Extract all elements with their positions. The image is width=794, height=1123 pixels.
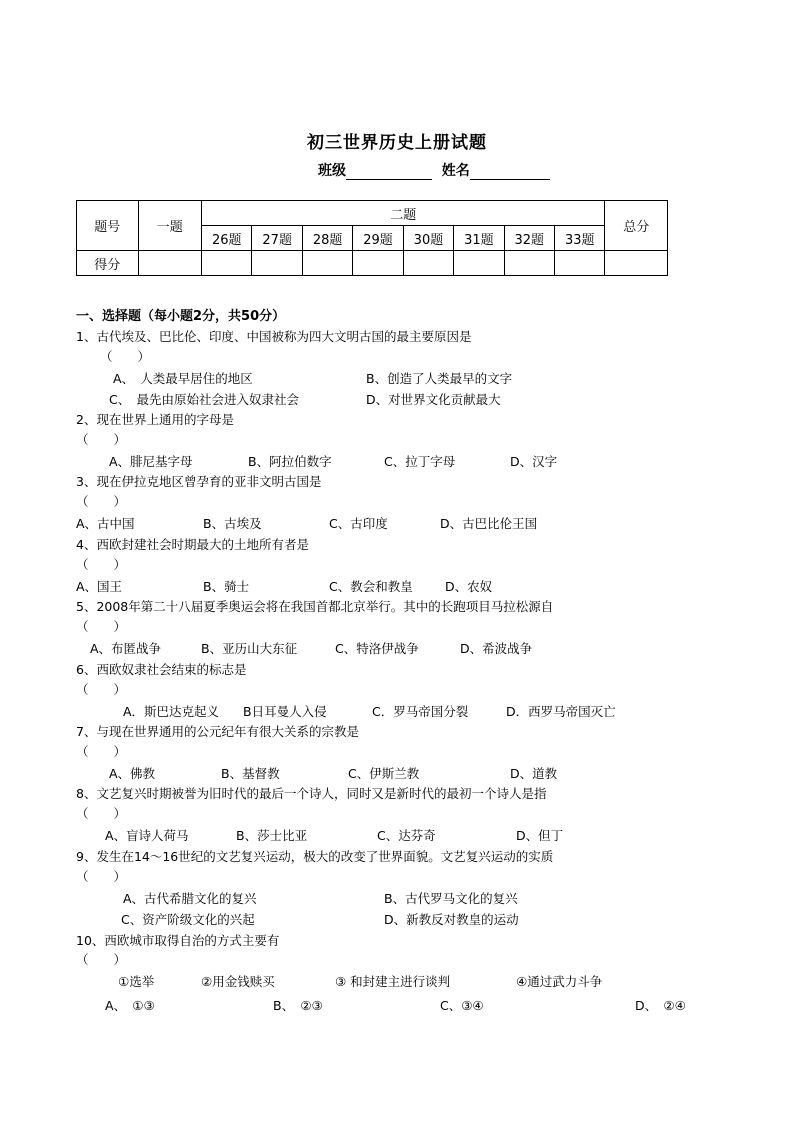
answer-paren[interactable]: （ ） xyxy=(76,869,127,884)
option-b: B、创造了人类最早的文字 xyxy=(366,371,513,386)
question-stem: 2、现在世界上通用的字母是 xyxy=(76,412,234,427)
question-stem: 3、现在伊拉克地区曾孕育的亚非文明古国是 xyxy=(76,474,322,489)
option-a: A、 ①③ xyxy=(105,998,155,1013)
option-c: C、 最先由原始社会进入奴隶社会 xyxy=(109,392,299,407)
option-b: B、基督教 xyxy=(221,766,280,781)
option-d: D．西罗马帝国灭亡 xyxy=(506,704,616,719)
option-c: C、达芬奇 xyxy=(377,828,436,843)
question-stem: 4、西欧封建社会时期最大的土地所有者是 xyxy=(76,537,309,552)
question-stem: 1、古代埃及、巴比伦、印度、中国被称为四大文明古国的最主要原因是 xyxy=(76,329,472,344)
option-d: D、新教反对教皇的运动 xyxy=(384,912,519,927)
option-b: B、阿拉伯数字 xyxy=(248,454,332,469)
answer-paren[interactable]: （ ） xyxy=(76,682,127,697)
answer-paren[interactable]: （ ） xyxy=(76,557,127,572)
name-blank[interactable] xyxy=(470,164,550,180)
answer-paren[interactable]: （ ） xyxy=(76,744,127,759)
answer-paren[interactable]: （ ） xyxy=(76,432,127,447)
option-a: A、盲诗人荷马 xyxy=(105,828,189,843)
option-a: A、布匿战争 xyxy=(90,641,162,656)
option-d: D、道教 xyxy=(510,766,558,781)
answer-paren[interactable]: （ ） xyxy=(100,349,151,364)
question-header-cell: 31题 xyxy=(454,226,504,251)
option-d: D、 ②④ xyxy=(635,998,686,1013)
question-header-cell: 33题 xyxy=(555,226,605,251)
option-b: B、 ②③ xyxy=(273,998,323,1013)
option-a: A、 人类最早居住的地区 xyxy=(113,371,253,386)
option-b: B、骑士 xyxy=(203,579,250,594)
question-stem: 6、西欧奴隶社会结束的标志是 xyxy=(76,662,247,677)
option-a: A、古代希腊文化的复兴 xyxy=(123,891,257,906)
score-row-label: 得分 xyxy=(77,251,139,276)
option-c: C、拉丁字母 xyxy=(384,454,456,469)
score-cell[interactable] xyxy=(353,251,403,276)
option-a: A、佛教 xyxy=(109,766,156,781)
option-a: A．斯巴达克起义 xyxy=(123,704,220,719)
section-title: 一、选择题（每小题2分，共50分） xyxy=(76,309,286,324)
option-b: B日耳曼人入侵 xyxy=(243,704,327,719)
score-cell[interactable] xyxy=(403,251,453,276)
question-stem: 5、2008年第二十八届夏季奥运会将在我国首都北京举行。其中的长跑项目马拉松源自 xyxy=(76,599,554,614)
option-b: B、莎士比亚 xyxy=(236,828,308,843)
student-info xyxy=(318,160,550,180)
option-a: A、腓尼基字母 xyxy=(109,454,193,469)
option-d: D、农奴 xyxy=(445,579,493,594)
option-b: B、古代罗马文化的复兴 xyxy=(384,891,518,906)
score-cell[interactable] xyxy=(454,251,504,276)
question-header-cell: 29题 xyxy=(353,226,403,251)
score-table xyxy=(76,200,668,276)
question-header-cell: 26题 xyxy=(202,226,252,251)
class-label: 班级 xyxy=(318,163,346,179)
statement-item: ②用金钱赎买 xyxy=(201,974,275,989)
question-header-cell: 28题 xyxy=(302,226,352,251)
score-cell[interactable] xyxy=(555,251,605,276)
score-cell[interactable] xyxy=(138,251,202,276)
option-c: C、③④ xyxy=(440,998,484,1013)
question-header-cell: 32题 xyxy=(504,226,554,251)
option-c: C．罗马帝国分裂 xyxy=(372,704,469,719)
option-a: A、国王 xyxy=(76,579,123,594)
answer-paren[interactable]: （ ） xyxy=(76,806,127,821)
option-b: B、亚历山大东征 xyxy=(201,641,298,656)
option-c: C、教会和教皇 xyxy=(329,579,413,594)
answer-paren[interactable]: （ ） xyxy=(76,494,127,509)
option-d: D、希波战争 xyxy=(460,641,533,656)
class-blank[interactable] xyxy=(346,164,432,180)
question-header-cell: 27题 xyxy=(252,226,302,251)
option-a: A、古中国 xyxy=(76,516,135,531)
score-cell[interactable] xyxy=(504,251,554,276)
option-c: C、资产阶级文化的兴起 xyxy=(121,912,255,927)
option-d: D、但丁 xyxy=(516,828,564,843)
question-stem: 10、西欧城市取得自治的方式主要有 xyxy=(76,933,280,948)
option-d: D、对世界文化贡献最大 xyxy=(366,392,501,407)
option-c: C、古印度 xyxy=(329,516,388,531)
statement-item: ①选举 xyxy=(118,974,155,989)
question-header-cell: 30题 xyxy=(403,226,453,251)
question-stem: 8、文艺复兴时期被誉为旧时代的最后一个诗人，同时又是新时代的最初一个诗人是指 xyxy=(76,786,547,801)
statement-item: ④通过武力斗争 xyxy=(516,974,603,989)
score-cell[interactable] xyxy=(605,251,668,276)
part2-header-cell: 二题 xyxy=(202,201,605,226)
exam-title: 初三世界历史上册试题 xyxy=(307,133,487,153)
option-d: D、古巴比伦王国 xyxy=(440,516,538,531)
name-label: 姓名 xyxy=(441,163,470,179)
answer-paren[interactable]: （ ） xyxy=(76,952,127,967)
answer-paren[interactable]: （ ） xyxy=(76,619,127,634)
statement-item: ③ 和封建主进行谈判 xyxy=(335,974,451,989)
question-stem: 9、发生在14～16世纪的文艺复兴运动，极大的改变了世界面貌。文艺复兴运动的实质 xyxy=(76,849,554,864)
total-header-cell: 总分 xyxy=(605,201,668,251)
score-cell[interactable] xyxy=(202,251,252,276)
col-header-cell: 题号 xyxy=(77,201,139,251)
score-cell[interactable] xyxy=(302,251,352,276)
part1-header-cell: 一题 xyxy=(138,201,202,251)
question-stem: 7、与现在世界通用的公元纪年有很大关系的宗教是 xyxy=(76,724,359,739)
score-cell[interactable] xyxy=(252,251,302,276)
option-b: B、古埃及 xyxy=(203,516,262,531)
option-d: D、汉字 xyxy=(510,454,558,469)
option-c: C、特洛伊战争 xyxy=(335,641,419,656)
option-c: C、伊斯兰教 xyxy=(348,766,420,781)
